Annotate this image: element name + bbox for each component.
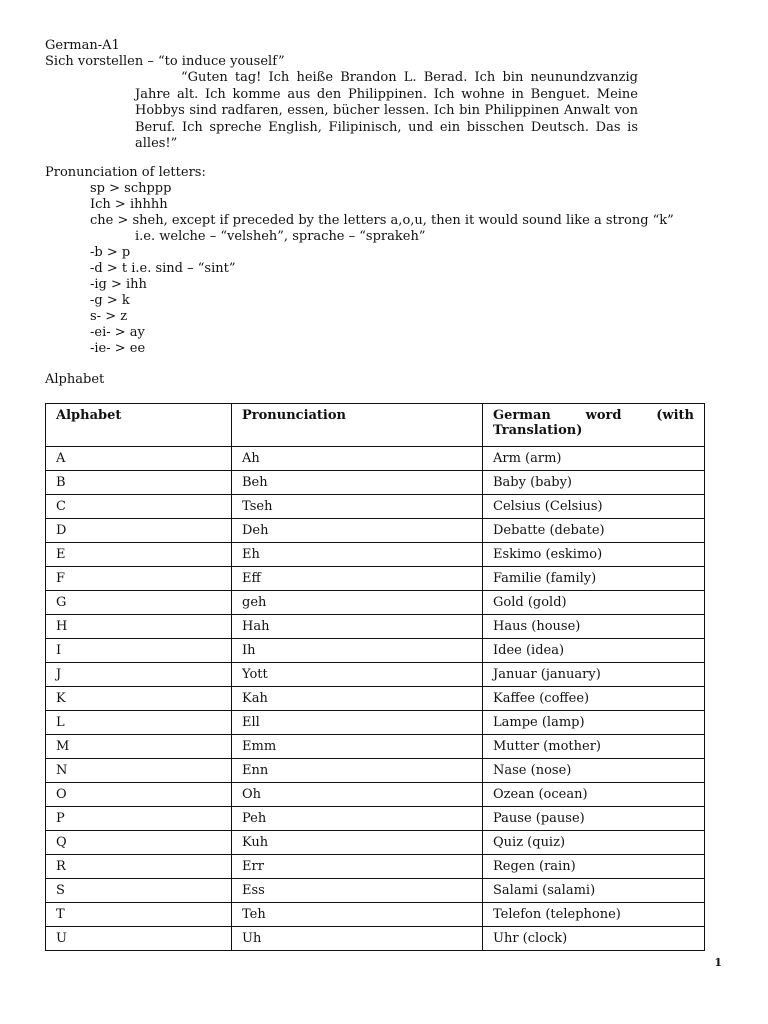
pronunciation-rule: -d > t i.e. sind – “sint” xyxy=(90,261,236,276)
table-row xyxy=(46,807,705,831)
pronunciation-rule: s- > z xyxy=(90,309,128,324)
table-row xyxy=(46,495,705,519)
pronunciation-heading: Pronunciation of letters: xyxy=(45,165,206,180)
table-row xyxy=(46,615,705,639)
intro-quote: “Guten tag! Ich heiße Brandon L. Berad. Ich bin neunundzvanzig Jahre alt. Ich komme aus den Philippinen. Ich wohne in Benguet. Meine Hobbys sind radfaren, essen, bücher lessen. Ich bin Philippinen Anwalt von Beruf. Ich spreche English, Filipinisch, und ein bisschen Deutsch. Das is alles!” xyxy=(135,70,638,151)
german-word-cell: Januar (january) xyxy=(483,663,705,687)
table-row xyxy=(46,471,705,495)
letter-cell: C xyxy=(46,495,232,519)
german-word-cell: Lampe (lamp) xyxy=(483,711,705,735)
table-row xyxy=(46,783,705,807)
letter-cell: R xyxy=(46,855,232,879)
pronunciation-cell: Ell xyxy=(232,711,483,735)
pronunciation-cell: Teh xyxy=(232,903,483,927)
letter-cell: H xyxy=(46,615,232,639)
pronunciation-cell: Yott xyxy=(232,663,483,687)
pronunciation-cell: Emm xyxy=(232,735,483,759)
german-word-cell: Celsius (Celsius) xyxy=(483,495,705,519)
pronunciation-rule: Ich > ihhhh xyxy=(90,197,168,212)
table-row xyxy=(46,543,705,567)
column-header-german-word: German word (with Translation) xyxy=(483,404,705,447)
pronunciation-cell: Ah xyxy=(232,447,483,471)
german-word-cell: Baby (baby) xyxy=(483,471,705,495)
pronunciation-cell: Deh xyxy=(232,519,483,543)
letter-cell: A xyxy=(46,447,232,471)
letter-cell: Q xyxy=(46,831,232,855)
letter-cell: F xyxy=(46,567,232,591)
page-number: 1 xyxy=(714,956,722,969)
table-row xyxy=(46,903,705,927)
pronunciation-cell: Oh xyxy=(232,783,483,807)
table-row xyxy=(46,687,705,711)
letter-cell: J xyxy=(46,663,232,687)
table-row xyxy=(46,663,705,687)
pronunciation-cell: Kah xyxy=(232,687,483,711)
table-row xyxy=(46,639,705,663)
letter-cell: L xyxy=(46,711,232,735)
letter-cell: S xyxy=(46,879,232,903)
column-header-pronunciation: Pronunciation xyxy=(232,404,483,447)
german-word-cell: Uhr (clock) xyxy=(483,927,705,951)
letter-cell: O xyxy=(46,783,232,807)
pronunciation-cell: Enn xyxy=(232,759,483,783)
pronunciation-rule: che > sheh, except if preceded by the letters a,o,u, then it would sound like a strong “k” xyxy=(90,213,674,228)
pronunciation-cell: Hah xyxy=(232,615,483,639)
table-row xyxy=(46,519,705,543)
pronunciation-rule: -ig > ihh xyxy=(90,277,147,292)
table-row xyxy=(46,927,705,951)
german-word-cell: Quiz (quiz) xyxy=(483,831,705,855)
german-word-cell: Familie (family) xyxy=(483,567,705,591)
letter-cell: B xyxy=(46,471,232,495)
pronunciation-cell: Kuh xyxy=(232,831,483,855)
table-row xyxy=(46,759,705,783)
letter-cell: P xyxy=(46,807,232,831)
german-word-cell: Arm (arm) xyxy=(483,447,705,471)
pronunciation-rule: sp > schppp xyxy=(90,181,172,196)
german-word-cell: Gold (gold) xyxy=(483,591,705,615)
table-row xyxy=(46,567,705,591)
pronunciation-cell: Peh xyxy=(232,807,483,831)
pronunciation-cell: Ess xyxy=(232,879,483,903)
letter-cell: U xyxy=(46,927,232,951)
german-word-cell: Ozean (ocean) xyxy=(483,783,705,807)
alphabet-table xyxy=(45,403,705,951)
letter-cell: T xyxy=(46,903,232,927)
pronunciation-rule: -b > p xyxy=(90,245,131,260)
pronunciation-rule-example: i.e. welche – “velsheh”, sprache – “sprakeh” xyxy=(135,229,426,244)
alphabet-table-body xyxy=(46,447,705,951)
pronunciation-cell: Tseh xyxy=(232,495,483,519)
german-word-cell: Haus (house) xyxy=(483,615,705,639)
table-row xyxy=(46,855,705,879)
letter-cell: I xyxy=(46,639,232,663)
pronunciation-cell: geh xyxy=(232,591,483,615)
pronunciation-rule: -ie- > ee xyxy=(90,341,146,356)
german-word-cell: Eskimo (eskimo) xyxy=(483,543,705,567)
course-title: German-A1 xyxy=(45,38,120,53)
letter-cell: G xyxy=(46,591,232,615)
pronunciation-rule: -g > k xyxy=(90,293,130,308)
german-word-cell: Regen (rain) xyxy=(483,855,705,879)
pronunciation-cell: Eff xyxy=(232,567,483,591)
german-word-cell: Kaffee (coffee) xyxy=(483,687,705,711)
german-word-cell: Telefon (telephone) xyxy=(483,903,705,927)
german-word-cell: Pause (pause) xyxy=(483,807,705,831)
pronunciation-rule: -ei- > ay xyxy=(90,325,145,340)
table-row xyxy=(46,591,705,615)
letter-cell: N xyxy=(46,759,232,783)
alphabet-heading: Alphabet xyxy=(45,372,105,387)
letter-cell: D xyxy=(46,519,232,543)
pronunciation-cell: Uh xyxy=(232,927,483,951)
table-row xyxy=(46,711,705,735)
letter-cell: E xyxy=(46,543,232,567)
pronunciation-cell: Beh xyxy=(232,471,483,495)
table-row xyxy=(46,447,705,471)
german-word-cell: Mutter (mother) xyxy=(483,735,705,759)
german-word-cell: Idee (idea) xyxy=(483,639,705,663)
german-word-cell: Debatte (debate) xyxy=(483,519,705,543)
german-word-cell: Salami (salami) xyxy=(483,879,705,903)
column-header-alphabet: Alphabet xyxy=(46,404,232,447)
table-row xyxy=(46,831,705,855)
table-row xyxy=(46,879,705,903)
table-row xyxy=(46,735,705,759)
pronunciation-cell: Err xyxy=(232,855,483,879)
pronunciation-cell: Ih xyxy=(232,639,483,663)
german-word-cell: Nase (nose) xyxy=(483,759,705,783)
letter-cell: M xyxy=(46,735,232,759)
table-header-row xyxy=(46,404,705,447)
pronunciation-cell: Eh xyxy=(232,543,483,567)
letter-cell: K xyxy=(46,687,232,711)
document-subtitle: Sich vorstellen – “to induce youself” xyxy=(45,54,285,69)
